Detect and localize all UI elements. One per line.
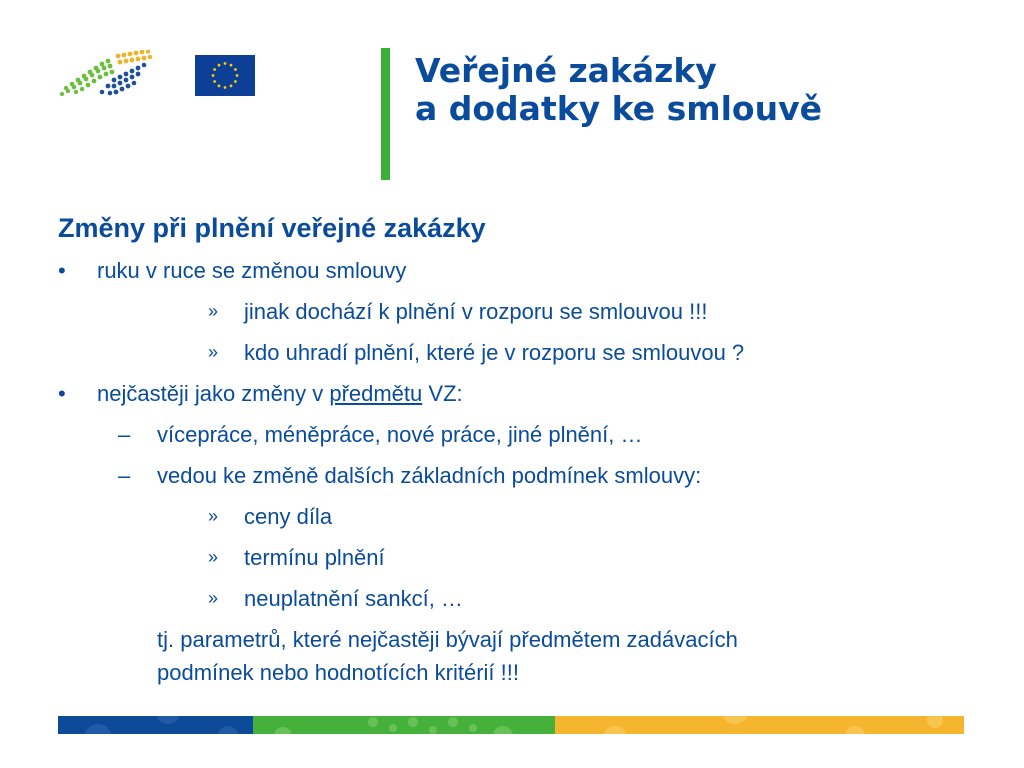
footer-pattern-icon (555, 716, 964, 734)
list-item-prefix: nejčastěji jako změny v (97, 381, 330, 406)
list-item-text: kdo uhradí plnění, které je v rozporu se smlouvou ? (244, 340, 745, 365)
chevron-icon: » (208, 506, 219, 526)
list-item (58, 455, 958, 496)
footer-yellow-segment (555, 716, 964, 734)
footer-blue-segment (58, 716, 253, 734)
dash-icon: – (118, 422, 131, 447)
list-item-text: jinak dochází k plnění v rozporu se smlouvou !!! (244, 299, 708, 324)
list-item (58, 373, 958, 414)
chevron-icon: » (208, 588, 219, 608)
chevron-icon: » (208, 547, 219, 567)
list-item (58, 496, 958, 537)
list-item (58, 414, 958, 455)
list-item (58, 537, 958, 578)
list-item-text: termínu plnění (244, 545, 385, 570)
page-title (415, 52, 822, 128)
title-line-1: Veřejné zakázky (415, 51, 717, 90)
note-paragraph (58, 623, 958, 689)
list-item-text: ruku v ruce se změnou smlouvy (97, 258, 407, 283)
bullet-dot-icon: • (58, 258, 66, 283)
footer-pattern-icon (58, 716, 253, 734)
logo-icon (58, 50, 154, 98)
title-accent-bar (381, 48, 390, 180)
list-item-text: vícepráce, méněpráce, nové práce, jiné plnění, … (157, 422, 643, 447)
list-item-text: neuplatnění sankcí, … (244, 586, 463, 611)
footer-stripe (58, 716, 964, 734)
list-item-text (58, 381, 463, 406)
list-item (58, 578, 958, 619)
slide-content (58, 208, 958, 689)
list-item (58, 250, 958, 291)
list-item (58, 332, 958, 373)
section-heading: Změny při plnění veřejné zakázky (58, 213, 486, 243)
chevron-icon: » (208, 342, 219, 362)
chevron-icon: » (208, 301, 219, 321)
list-item (58, 291, 958, 332)
note-line-2: podmínek nebo hodnotících kritérií !!! (157, 660, 519, 685)
list-item-text: vedou ke změně dalších základních podmínek smlouvy: (157, 463, 702, 488)
bullet-dot-icon: • (58, 381, 66, 406)
list-item-text: ceny díla (244, 504, 333, 529)
footer-green-segment (253, 716, 555, 734)
footer-pattern-icon (253, 716, 555, 734)
note-line-1: tj. parametrů, které nejčastěji bývají předmětem zadávacích (157, 627, 738, 652)
title-line-2: a dodatky ke smlouvě (415, 89, 822, 128)
underlined-term: předmětu (329, 381, 423, 406)
eu-flag-icon (195, 55, 255, 96)
dash-icon: – (118, 463, 131, 488)
list-item-suffix: VZ: (422, 381, 463, 406)
